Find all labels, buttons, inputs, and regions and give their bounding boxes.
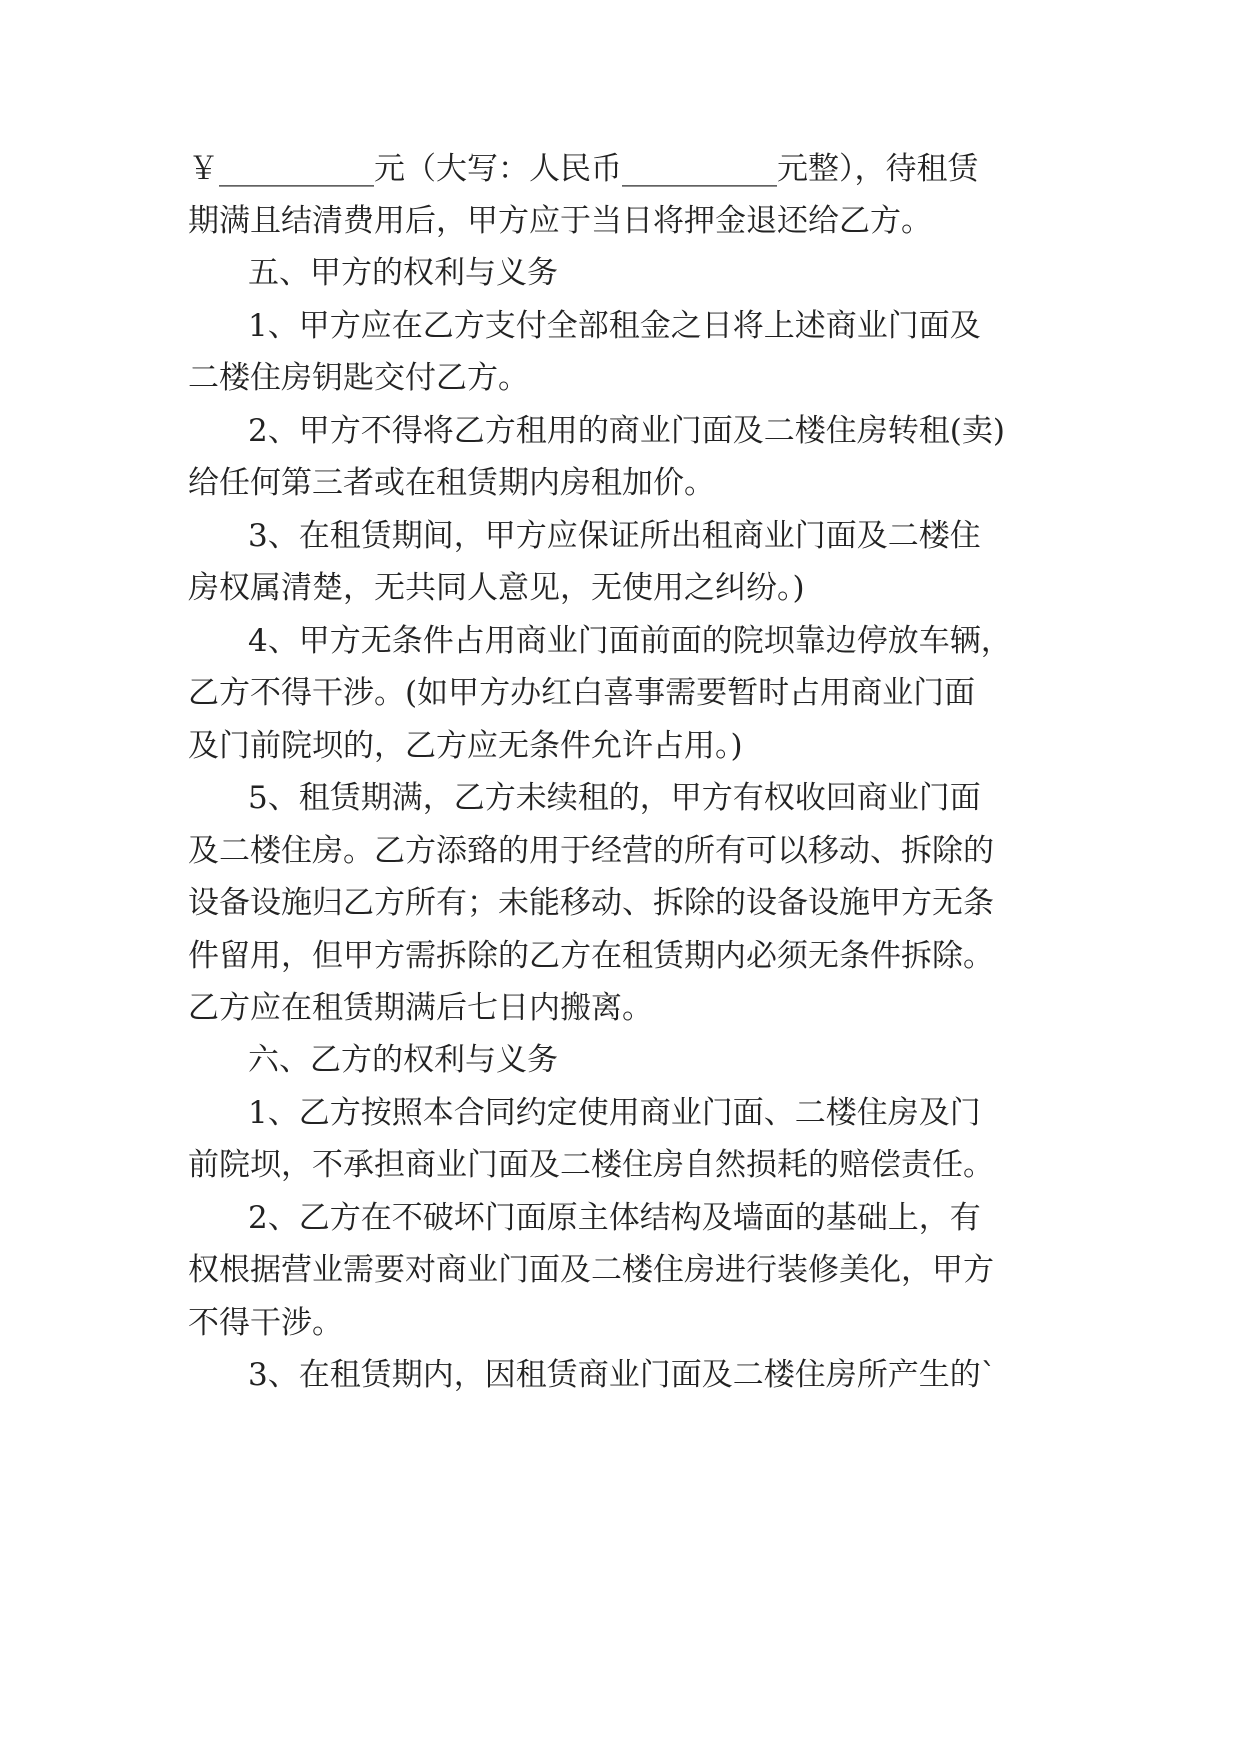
text-line: 5、租赁期满，乙方未续租的，甲方有权收回商业门面 — [248, 780, 981, 816]
text-line: 乙方不得干涉。(如甲方办红白喜事需要暂时占用商业门面 — [188, 675, 976, 711]
text-line: 及门前院坝的，乙方应无条件允许占用。) — [188, 728, 743, 764]
text-line: 不得干涉。 — [188, 1305, 343, 1341]
text-line: 2、乙方在不破坏门面原主体结构及墙面的基础上，有 — [248, 1200, 981, 1236]
text-line: 权根据营业需要对商业门面及二楼住房进行装修美化，甲方 — [188, 1252, 994, 1288]
section-heading: 五、甲方的权利与义务 — [248, 255, 558, 291]
text-line: 3、在租赁期间，甲方应保证所出租商业门面及二楼住 — [248, 518, 981, 554]
text-line: 3、在租赁期内，因租赁商业门面及二楼住房所产生的` — [248, 1357, 997, 1393]
text-line: ￥__________元（大写：人民币__________元整），待租赁 — [188, 151, 979, 187]
text-line: 前院坝，不承担商业门面及二楼住房自然损耗的赔偿责任。 — [188, 1147, 994, 1183]
text-line: 4、甲方无条件占用商业门面前面的院坝靠边停放车辆， — [248, 623, 1012, 659]
text-line: 1、甲方应在乙方支付全部租金之日将上述商业门面及 — [248, 308, 981, 344]
text-line: 2、甲方不得将乙方租用的商业门面及二楼住房转租(卖) — [248, 413, 1005, 449]
text-line: 房权属清楚，无共同人意见，无使用之纠纷。) — [188, 570, 805, 606]
text-line: 给任何第三者或在租赁期内房租加价。 — [188, 465, 715, 501]
text-line: 期满且结清费用后，甲方应于当日将押金退还给乙方。 — [188, 203, 932, 239]
text-line: 二楼住房钥匙交付乙方。 — [188, 360, 529, 396]
text-line: 件留用，但甲方需拆除的乙方在租赁期内必须无条件拆除。 — [188, 938, 994, 974]
text-line: 设备设施归乙方所有；未能移动、拆除的设备设施甲方无条 — [188, 885, 994, 921]
text-line: 1、乙方按照本合同约定使用商业门面、二楼住房及门 — [248, 1095, 981, 1131]
section-heading: 六、乙方的权利与义务 — [248, 1042, 558, 1078]
text-line: 乙方应在租赁期满后七日内搬离。 — [188, 990, 653, 1026]
text-line: 及二楼住房。乙方添臵的用于经营的所有可以移动、拆除的 — [188, 833, 994, 869]
